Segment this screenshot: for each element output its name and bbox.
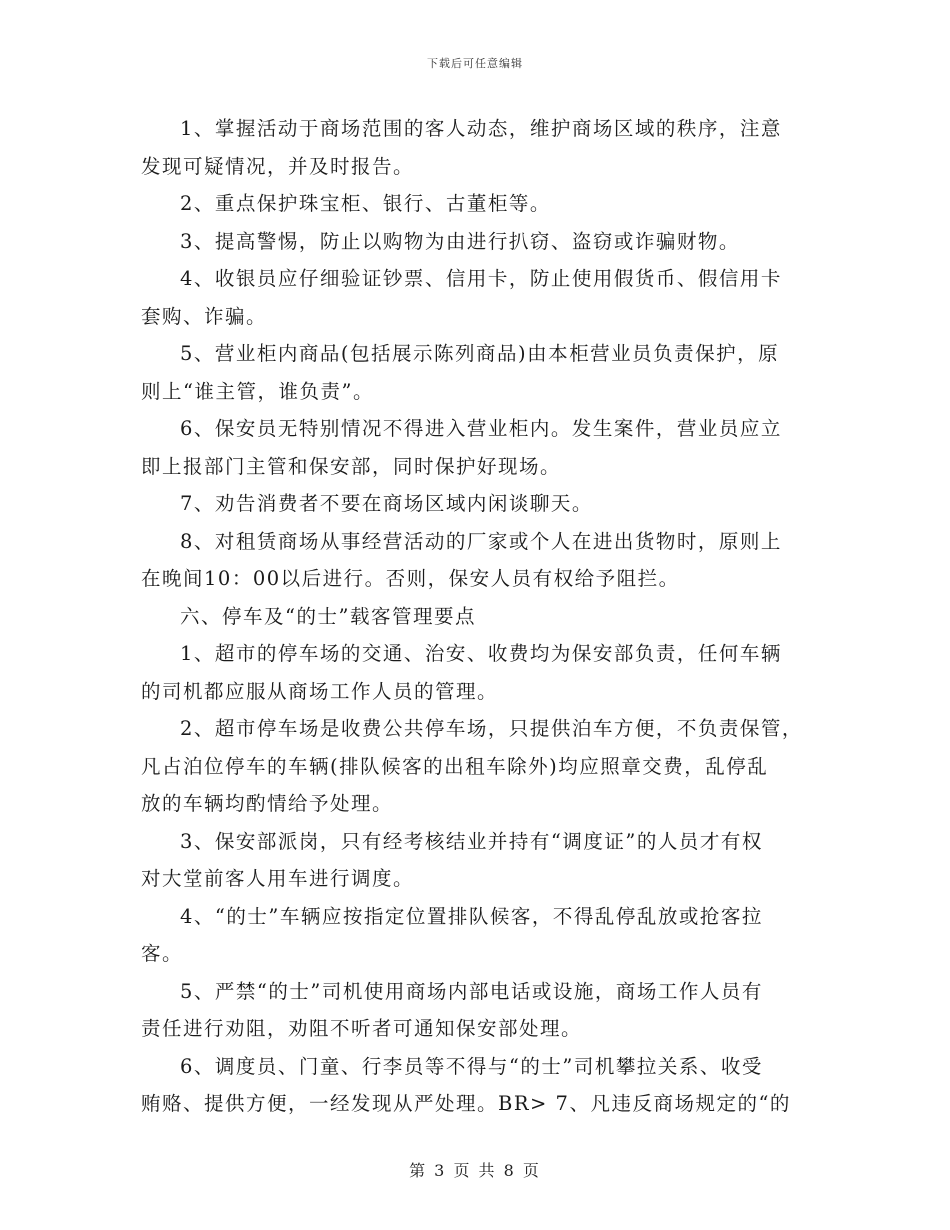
text-line: 六、停车及“的士”载客管理要点 <box>180 604 476 628</box>
text-line: 8、对租赁商场从事经营活动的厂家或个人在进出货物时，原则上 <box>180 529 782 553</box>
paragraph <box>141 523 811 598</box>
paragraph <box>141 898 811 973</box>
section-heading <box>141 598 811 636</box>
text-line: 3、提高警惕，防止以购物为由进行扒窃、盗窃或诈骗财物。 <box>180 229 740 253</box>
paragraph <box>141 223 811 261</box>
paragraph <box>141 1048 811 1123</box>
text-line: 1、超市的停车场的交通、治安、收费均为保安部负责，任何车辆 <box>180 642 782 665</box>
text-line: 3、保安部派岗，只有经考核结业并持有“调度证”的人员才有权 <box>180 829 763 853</box>
text-line: 6、保安员无特别情况不得进入营业柜内。发生案件，营业员应立 <box>180 417 782 440</box>
text-line: 1、掌握活动于商场范围的客人动态，维护商场区域的秩序，注意 <box>180 117 782 140</box>
text-line: 2、超市停车场是收费公共停车场，只提供泊车方便，不负责保管， <box>180 717 803 740</box>
text-line: 5、严禁“的士”司机使用商场内部电话或设施，商场工作人员有 <box>180 979 763 1003</box>
paragraph <box>141 823 811 898</box>
text-line: 的司机都应服从商场工作人员的管理。 <box>141 679 499 703</box>
paragraph <box>141 973 811 1048</box>
text-line: 责任进行劝阻，劝阻不听者可通知保安部处理。 <box>141 1017 583 1040</box>
text-line: 在晚间10：00以后进行。否则，保安人员有权给予阻拦。 <box>141 567 680 590</box>
paragraph <box>141 185 811 223</box>
page-number: 第 3 页 共 8 页 <box>409 1161 541 1180</box>
paragraph <box>141 410 811 485</box>
text-line: 4、“的士”车辆应按指定位置排队候客，不得乱停乱放或抢客拉 <box>180 904 763 928</box>
text-line: 5、营业柜内商品(包括展示陈列商品)由本柜营业员负责保护，原 <box>180 342 780 365</box>
text-line: 凡占泊位停车的车辆(排队候客的出租车除外)均应照章交费，乱停乱 <box>141 754 769 778</box>
text-line: 贿赂、提供方便，一经发现从严处理。BR> 7、凡违反商场规定的“的 <box>141 1092 791 1115</box>
text-line: 则上“谁主管，谁负责”。 <box>141 379 374 403</box>
paragraph <box>141 335 811 410</box>
text-line: 即上报部门主管和保安部，同时保护好现场。 <box>141 454 562 478</box>
document-body <box>141 110 811 1123</box>
text-line: 放的车辆均酌情给予处理。 <box>141 792 394 815</box>
text-line: 4、收银员应仔细验证钞票、信用卡，防止使用假货币、假信用卡 <box>180 267 782 290</box>
paragraph <box>141 485 811 523</box>
text-line: 套购、诈骗。 <box>141 304 268 328</box>
text-line: 发现可疑情况，并及时报告。 <box>141 154 415 178</box>
page-header: 下载后可任意编辑 <box>427 57 523 70</box>
text-line: 6、调度员、门童、行李员等不得与“的士”司机攀拉关系、收受 <box>180 1054 763 1078</box>
text-line: 对大堂前客人用车进行调度。 <box>141 867 415 890</box>
text-line: 2、重点保护珠宝柜、银行、古董柜等。 <box>180 192 551 215</box>
paragraph <box>141 110 811 185</box>
text-line: 7、劝告消费者不要在商场区域内闲谈聊天。 <box>180 492 593 515</box>
paragraph <box>141 710 811 823</box>
paragraph <box>141 260 811 335</box>
text-line: 客。 <box>141 942 184 965</box>
paragraph <box>141 635 811 710</box>
